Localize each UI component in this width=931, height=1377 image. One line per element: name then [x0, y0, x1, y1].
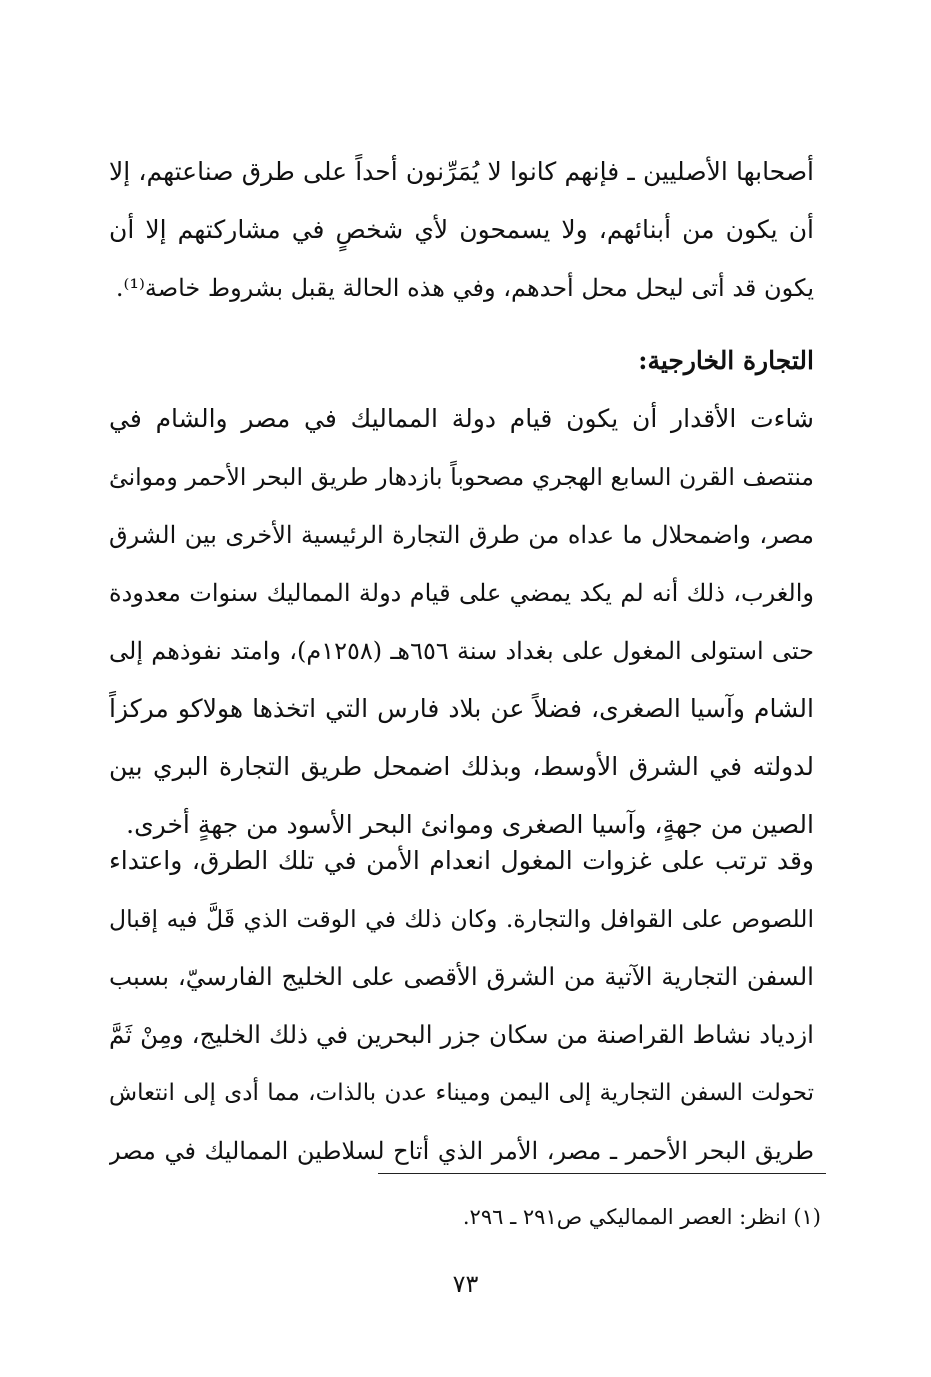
- text-line: حتى استولى المغول على بغداد سنة ٦٥٦هـ (١٢٥٨م)، وامتد نفوذهم إلى: [109, 637, 814, 665]
- text-line: وقد ترتب على غزوات المغول انعدام الأمن في تلك الطرق، واعتداء: [109, 846, 814, 875]
- paragraph-mongol-invasions: [109, 832, 814, 1180]
- text-line: شاءت الأقدار أن يكون قيام دولة المماليك في مصر والشام في: [109, 404, 814, 433]
- text-line: الشام وآسيا الصغرى، فضلاً عن بلاد فارس التي اتخذها هولاكو مركزاً: [109, 694, 814, 723]
- text-line: اللصوص على القوافل والتجارة. وكان ذلك في الوقت الذي قَلَّ فيه إقبال: [109, 905, 814, 933]
- paragraph-mamluk-trade: [109, 390, 814, 854]
- text-line: السفن التجارية الآتية من الشرق الأقصى على الخليج الفارسيّ، بسبب: [109, 962, 814, 991]
- text-line: الصين من جهةٍ، وآسيا الصغرى وموانئ البحر الأسود من جهةٍ أخرى.: [126, 810, 814, 839]
- paragraph-continuation: [109, 143, 814, 317]
- page-number: ٧٣: [452, 1270, 479, 1298]
- section-heading: التجارة الخارجية:: [638, 346, 814, 375]
- text-line: لدولته في الشرق الأوسط، وبذلك اضمحل طريق التجارة البري بين: [109, 752, 814, 781]
- text-line: أصحابها الأصليين ـ فإنهم كانوا لا يُمَرِّنون أحداً على طرق صناعتهم، إلا: [109, 157, 814, 186]
- text-line: مصر، واضمحلال ما عداه من طرق التجارة الرئيسية الأخرى بين الشرق: [109, 521, 814, 549]
- text-line: طريق البحر الأحمر ـ مصر، الأمر الذي أتاح لسلاطين المماليك في مصر: [109, 1137, 814, 1165]
- text-line: والغرب، ذلك أنه لم يكد يمضي على قيام دولة المماليك سنوات معدودة: [109, 579, 814, 607]
- text-line: منتصف القرن السابع الهجري مصحوباً بازدهار طريق البحر الأحمر وموانئ: [109, 463, 814, 491]
- footnote-divider: [378, 1173, 826, 1174]
- footnote: (١) انظر: العصر المماليكي ص٢٩١ ـ ٢٩٦.: [462, 1205, 821, 1229]
- text-line: تحولت السفن التجارية إلى اليمن وميناء عدن بالذات، مما أدى إلى انتعاش: [109, 1080, 814, 1106]
- text-line: يكون قد أتى ليحل محل أحدهم، وفي هذه الحالة يقبل بشروط خاصة⁽¹⁾.: [115, 274, 814, 302]
- text-line: أن يكون من أبنائهم، ولا يسمحون لأي شخصٍ في مشاركتهم إلا أن: [109, 215, 814, 244]
- text-line: ازدياد نشاط القراصنة من سكان جزر البحرين في ذلك الخليج، ومِنْ ثَمَّ: [109, 1020, 814, 1049]
